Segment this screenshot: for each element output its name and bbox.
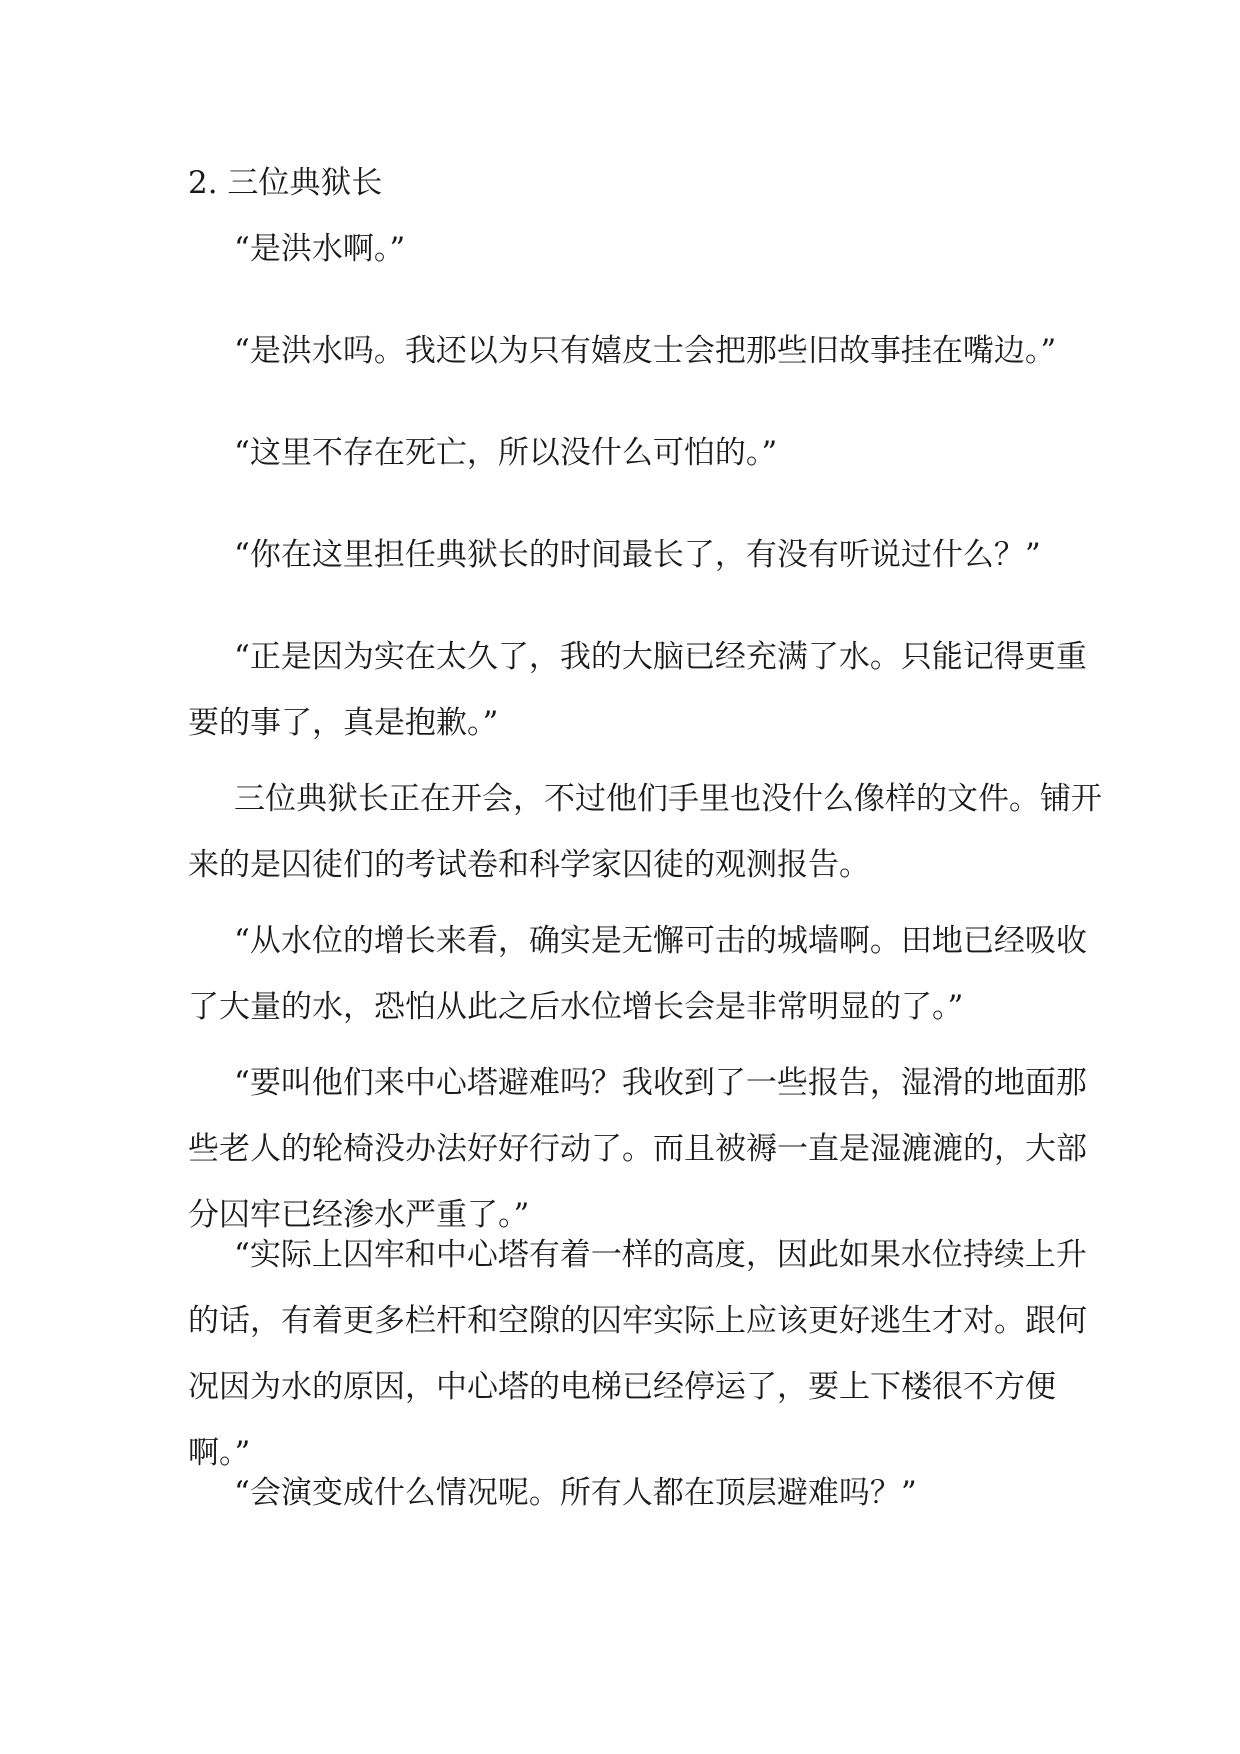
text-line: “从水位的增长来看，确实是无懈可击的城墙啊。田地已经吸收 <box>234 923 1087 959</box>
text-line: 了大量的水，恐怕从此之后水位增长会是非常明显的了。” <box>188 989 964 1025</box>
text-line: 况因为水的原因，中心塔的电梯已经停运了，要上下楼很不方便 <box>188 1369 1056 1405</box>
text-line: 来的是囚徒们的考试卷和科学家囚徒的观测报告。 <box>188 847 870 883</box>
text-line: 的话，有着更多栏杆和空隙的囚牢实际上应该更好逃生才对。跟何 <box>188 1303 1087 1339</box>
text-line: “是洪水吗。我还以为只有嬉皮士会把那些旧故事挂在嘴边。” <box>234 333 1057 369</box>
para-2 <box>188 318 1056 384</box>
para-9 <box>188 1222 1087 1486</box>
text-line: “是洪水啊。” <box>234 231 406 267</box>
text-line: “正是因为实在太久了，我的大脑已经充满了水。只能记得更重 <box>234 639 1087 675</box>
para-1 <box>188 216 1056 282</box>
text-line: “你在这里担任典狱长的时间最长了，有没有听说过什么？” <box>234 537 1041 573</box>
chapter-heading <box>188 150 1056 216</box>
text-line: 些老人的轮椅没办法好好行动了。而且被褥一直是湿漉漉的，大部 <box>188 1131 1087 1167</box>
para-8 <box>188 1050 1087 1248</box>
para-7 <box>188 908 1087 1040</box>
text-line: 要的事了，真是抱歉。” <box>188 705 499 741</box>
heading-text: 2. 三位典狱长 <box>188 165 383 201</box>
text-line: 啊。” <box>188 1435 251 1471</box>
para-3 <box>188 420 1056 486</box>
text-line: “会演变成什么情况呢。所有人都在顶层避难吗？” <box>234 1475 917 1511</box>
para-10 <box>188 1460 1056 1526</box>
text-line: “这里不存在死亡，所以没什么可怕的。” <box>234 435 778 471</box>
para-4 <box>188 522 1056 588</box>
para-5 <box>188 624 1087 756</box>
para-6 <box>188 766 1102 898</box>
text-line: 分囚牢已经渗水严重了。” <box>188 1197 530 1233</box>
text-line: “实际上囚牢和中心塔有着一样的高度，因此如果水位持续上升 <box>234 1237 1087 1273</box>
text-line: 三位典狱长正在开会，不过他们手里也没什么像样的文件。铺开 <box>234 781 1102 817</box>
text-line: “要叫他们来中心塔避难吗？我收到了一些报告，湿滑的地面那 <box>234 1065 1087 1101</box>
